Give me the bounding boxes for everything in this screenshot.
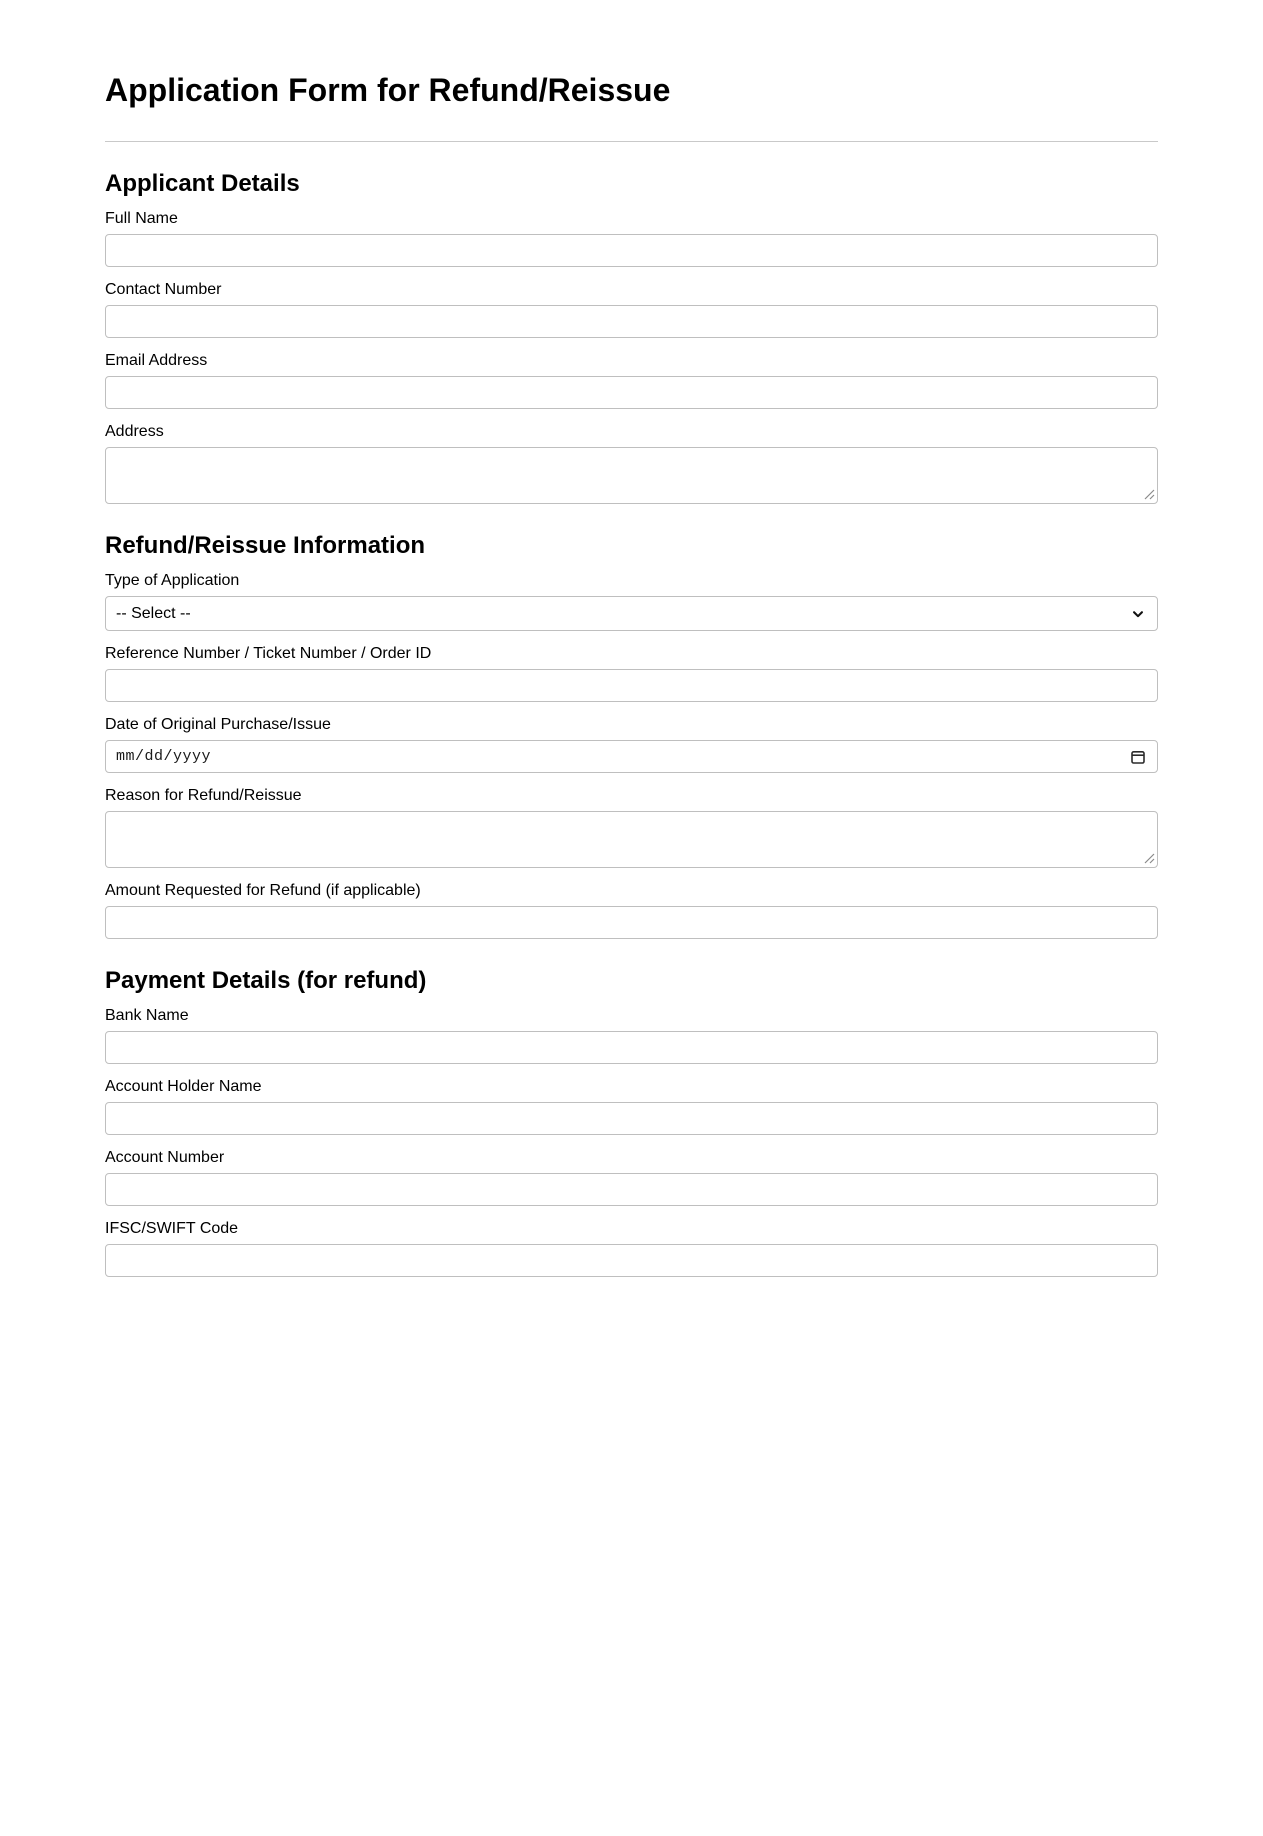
date-of-original-purchase-input[interactable] — [105, 740, 1158, 773]
address-textarea[interactable] — [105, 447, 1158, 504]
address-textarea-wrap — [105, 447, 1158, 504]
field-account-number — [105, 1149, 1158, 1206]
contact-number-input[interactable] — [105, 305, 1158, 338]
address-label: Address — [105, 423, 164, 440]
page-title: Application Form for Refund/Reissue — [105, 72, 671, 108]
email-address-input[interactable] — [105, 376, 1158, 409]
section-heading: Applicant Details — [105, 170, 300, 197]
chevron-down-icon — [1131, 607, 1145, 621]
type-of-application-label: Type of Application — [105, 572, 240, 589]
section-applicant-details — [105, 170, 1158, 504]
reference-number-input[interactable] — [105, 669, 1158, 702]
field-contact-number — [105, 281, 1158, 338]
account-holder-name-input[interactable] — [105, 1102, 1158, 1135]
ifsc-swift-code-label: IFSC/SWIFT Code — [105, 1220, 239, 1237]
field-date-of-original-purchase — [105, 716, 1158, 773]
field-amount-requested — [105, 882, 1158, 939]
account-holder-name-label: Account Holder Name — [105, 1078, 262, 1095]
field-email-address — [105, 352, 1158, 409]
account-number-input[interactable] — [105, 1173, 1158, 1206]
bank-name-input[interactable] — [105, 1031, 1158, 1064]
reference-number-label: Reference Number / Ticket Number / Order ID — [105, 645, 432, 662]
section-heading: Refund/Reissue Information — [105, 532, 426, 559]
divider — [105, 141, 1158, 142]
form-container — [105, 0, 1158, 1277]
resize-handle-icon[interactable] — [1144, 853, 1155, 864]
contact-number-label: Contact Number — [105, 281, 222, 298]
ifsc-swift-code-input[interactable] — [105, 1244, 1158, 1277]
section-refund-reissue-information — [105, 532, 1158, 939]
reason-textarea-wrap — [105, 811, 1158, 868]
date-of-original-purchase-label: Date of Original Purchase/Issue — [105, 716, 331, 733]
field-bank-name — [105, 1007, 1158, 1064]
resize-handle-icon[interactable] — [1144, 489, 1155, 500]
amount-requested-label: Amount Requested for Refund (if applicable) — [105, 882, 421, 899]
reason-label: Reason for Refund/Reissue — [105, 787, 302, 804]
amount-requested-input[interactable] — [105, 906, 1158, 939]
reason-textarea[interactable] — [105, 811, 1158, 868]
bank-name-label: Bank Name — [105, 1007, 189, 1024]
type-of-application-select[interactable] — [105, 596, 1158, 631]
field-reference-number — [105, 645, 1158, 702]
field-ifsc-swift-code — [105, 1220, 1158, 1277]
calendar-icon[interactable] — [1130, 749, 1146, 765]
date-placeholder: mm/dd/yyyy — [116, 748, 212, 765]
full-name-input[interactable] — [105, 234, 1158, 267]
field-account-holder-name — [105, 1078, 1158, 1135]
field-address — [105, 423, 1158, 504]
account-number-label: Account Number — [105, 1149, 225, 1166]
full-name-label: Full Name — [105, 210, 178, 227]
email-address-label: Email Address — [105, 352, 208, 369]
field-full-name — [105, 210, 1158, 267]
section-heading: Payment Details (for refund) — [105, 967, 427, 994]
select-selected-value: -- Select -- — [116, 604, 191, 622]
field-type-of-application — [105, 572, 1158, 631]
field-reason — [105, 787, 1158, 868]
section-payment-details — [105, 967, 1158, 1277]
